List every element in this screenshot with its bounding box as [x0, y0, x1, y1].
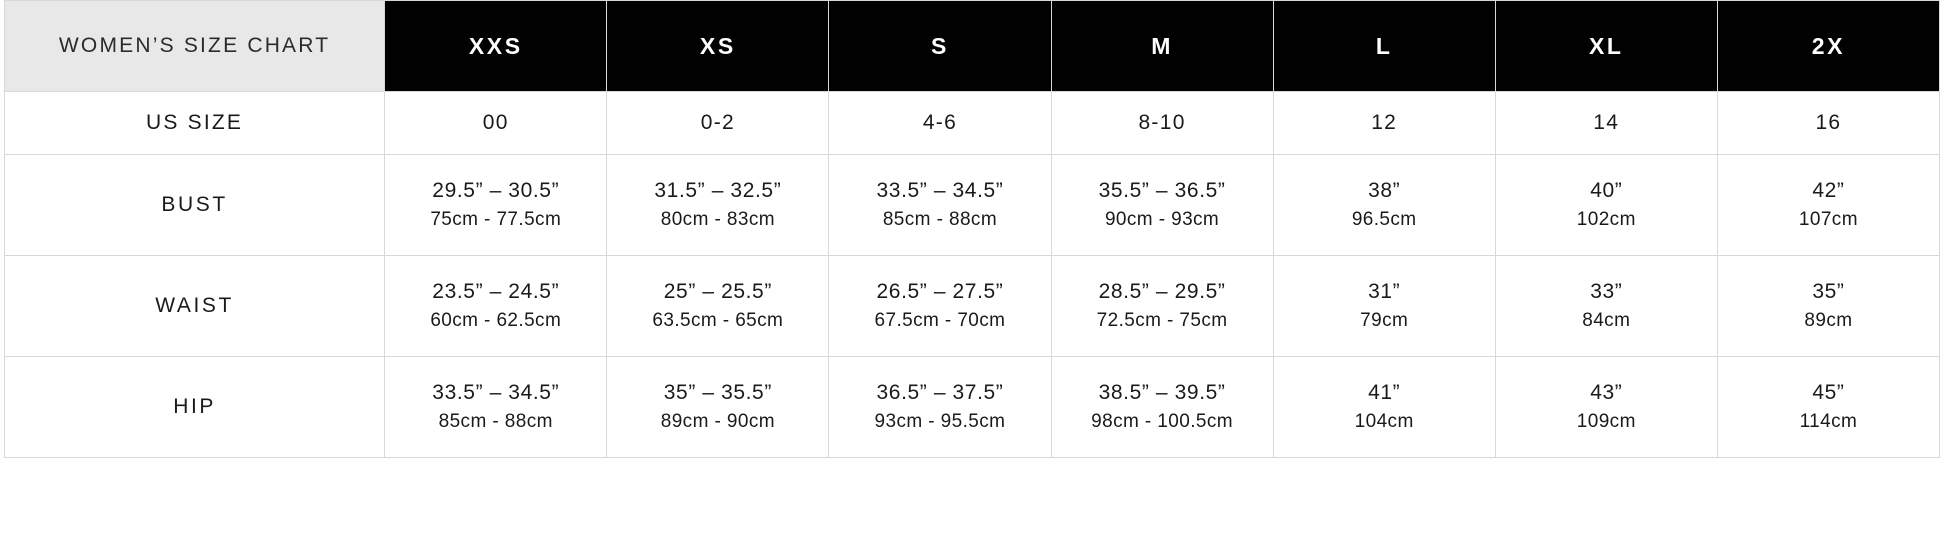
chart-title: WOMEN’S SIZE CHART	[5, 1, 385, 92]
cell-us-size-xxs: 00	[385, 92, 607, 155]
cell-hip-2x	[1717, 357, 1939, 458]
cell-hip-s-inches: 36.5” – 37.5”	[876, 381, 1004, 404]
size-header-m: M	[1051, 1, 1273, 92]
cell-bust-s-inches: 33.5” – 34.5”	[876, 179, 1004, 202]
cell-hip-s	[829, 357, 1051, 458]
cell-bust-m	[1051, 155, 1273, 256]
cell-waist-xl	[1495, 256, 1717, 357]
row-label-us-size: US SIZE	[5, 92, 385, 155]
cell-hip-m-cm: 98cm - 100.5cm	[1091, 411, 1233, 433]
cell-waist-2x	[1717, 256, 1939, 357]
cell-hip-xxs-cm: 85cm - 88cm	[438, 411, 553, 433]
cell-us-size-m: 8-10	[1051, 92, 1273, 155]
size-header-s: S	[829, 1, 1051, 92]
row-label-waist: WAIST	[5, 256, 385, 357]
cell-us-size-xl: 14	[1495, 92, 1717, 155]
cell-bust-l-cm: 96.5cm	[1351, 209, 1417, 231]
cell-bust-2x-cm: 107cm	[1798, 209, 1858, 231]
cell-bust-l-inches: 38”	[1368, 179, 1401, 202]
cell-bust-xl	[1495, 155, 1717, 256]
cell-hip-l	[1273, 357, 1495, 458]
cell-hip-xxs-inches: 33.5” – 34.5”	[432, 381, 560, 404]
cell-hip-l-inches: 41”	[1368, 381, 1401, 404]
size-header-xxs: XXS	[385, 1, 607, 92]
table-row-us-size	[5, 92, 1940, 155]
cell-waist-m-inches: 28.5” – 29.5”	[1098, 280, 1226, 303]
table-row-hip	[5, 357, 1940, 458]
cell-waist-xs	[607, 256, 829, 357]
cell-hip-xs-inches: 35” – 35.5”	[663, 381, 772, 404]
cell-waist-xl-cm: 84cm	[1582, 310, 1631, 332]
women-size-chart-table	[4, 0, 1940, 458]
size-header-xs: XS	[607, 1, 829, 92]
cell-bust-s	[829, 155, 1051, 256]
cell-bust-xs-cm: 80cm - 83cm	[660, 209, 775, 231]
cell-bust-2x-inches: 42”	[1812, 179, 1845, 202]
cell-us-size-l: 12	[1273, 92, 1495, 155]
cell-bust-s-cm: 85cm - 88cm	[882, 209, 998, 231]
cell-bust-xxs-cm: 75cm - 77.5cm	[430, 209, 562, 231]
table-row-bust	[5, 155, 1940, 256]
cell-waist-s-inches: 26.5” – 27.5”	[876, 280, 1004, 303]
cell-waist-xxs	[385, 256, 607, 357]
cell-bust-xl-cm: 102cm	[1576, 209, 1636, 231]
cell-hip-xl-cm: 109cm	[1576, 411, 1636, 433]
cell-waist-xs-inches: 25” – 25.5”	[663, 280, 772, 303]
cell-bust-xxs-inches: 29.5” – 30.5”	[432, 179, 560, 202]
cell-waist-l-inches: 31”	[1368, 280, 1401, 303]
cell-hip-l-cm: 104cm	[1354, 411, 1414, 433]
cell-waist-s-cm: 67.5cm - 70cm	[874, 310, 1006, 332]
cell-bust-m-cm: 90cm - 93cm	[1104, 209, 1220, 231]
cell-waist-xs-cm: 63.5cm - 65cm	[652, 310, 784, 332]
cell-waist-m	[1051, 256, 1273, 357]
cell-waist-l-cm: 79cm	[1360, 310, 1409, 332]
cell-bust-xl-inches: 40”	[1590, 179, 1623, 202]
cell-waist-2x-cm: 89cm	[1804, 310, 1853, 332]
cell-hip-2x-cm: 114cm	[1799, 411, 1858, 433]
cell-bust-xs	[607, 155, 829, 256]
cell-hip-xl-inches: 43”	[1590, 381, 1623, 404]
size-header-l: L	[1273, 1, 1495, 92]
cell-us-size-xs: 0-2	[607, 92, 829, 155]
cell-hip-m	[1051, 357, 1273, 458]
row-label-bust: BUST	[5, 155, 385, 256]
cell-bust-2x	[1717, 155, 1939, 256]
table-header-row	[5, 1, 1940, 92]
cell-waist-xl-inches: 33”	[1590, 280, 1623, 303]
cell-hip-xxs	[385, 357, 607, 458]
cell-waist-xxs-cm: 60cm - 62.5cm	[430, 310, 562, 332]
cell-hip-m-inches: 38.5” – 39.5”	[1098, 381, 1226, 404]
table-row-waist	[5, 256, 1940, 357]
cell-bust-l	[1273, 155, 1495, 256]
cell-waist-2x-inches: 35”	[1812, 280, 1845, 303]
cell-bust-xs-inches: 31.5” – 32.5”	[654, 179, 782, 202]
cell-waist-m-cm: 72.5cm - 75cm	[1096, 310, 1228, 332]
cell-hip-xs-cm: 89cm - 90cm	[660, 411, 775, 433]
cell-hip-s-cm: 93cm - 95.5cm	[874, 411, 1006, 433]
cell-hip-2x-inches: 45”	[1812, 381, 1845, 404]
cell-waist-s	[829, 256, 1051, 357]
size-header-2x: 2X	[1717, 1, 1939, 92]
cell-us-size-s: 4-6	[829, 92, 1051, 155]
size-header-xl: XL	[1495, 1, 1717, 92]
cell-waist-xxs-inches: 23.5” – 24.5”	[432, 280, 560, 303]
cell-waist-l	[1273, 256, 1495, 357]
row-label-hip: HIP	[5, 357, 385, 458]
cell-bust-xxs	[385, 155, 607, 256]
cell-us-size-2x: 16	[1717, 92, 1939, 155]
cell-hip-xl	[1495, 357, 1717, 458]
cell-bust-m-inches: 35.5” – 36.5”	[1098, 179, 1226, 202]
cell-hip-xs	[607, 357, 829, 458]
